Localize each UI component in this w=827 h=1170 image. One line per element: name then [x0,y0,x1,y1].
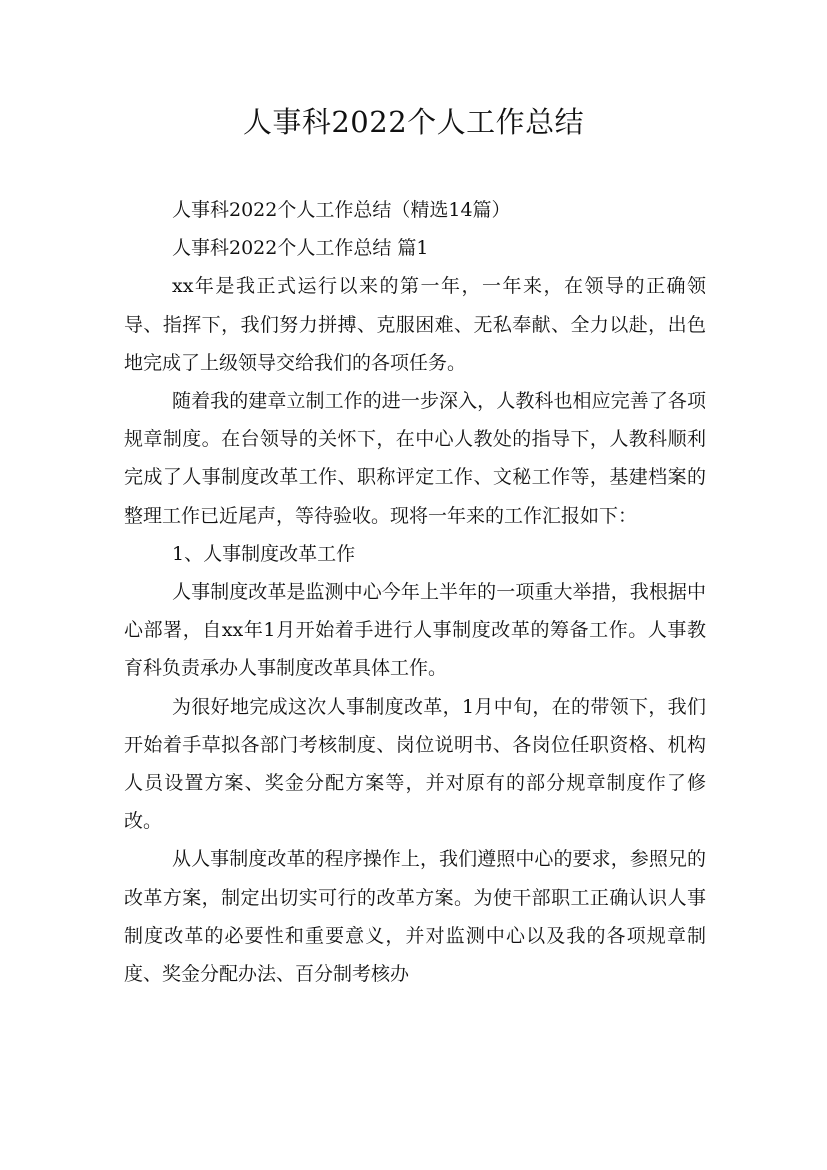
paragraph: 为很好地完成这次人事制度改革，1月中旬，在的带领下，我们开始着手草拟各部门考核制度、岗位说明书、各岗位任职资格、机构人员设置方案、奖金分配方案等，并对原有的部分规章制度作了修改。 [124,695,706,833]
paragraph: 人事制度改革是监测中心今年上半年的一项重大举措，我根据中心部署，自xx年1月开始着手进行人事制度改革的筹备工作。人事教育科负责承办人事制度改革具体工作。 [124,581,706,680]
document-body [124,191,706,993]
paragraph: 随着我的建章立制工作的进一步深入，人教科也相应完善了各项规章制度。在台领导的关怀下，在中心人教处的指导下，人教科顺利完成了人事制度改革工作、职称评定工作、文秘工作等，基建档案的整理工作已近尾声，等待验收。现将一年来的工作汇报如下： [124,390,706,527]
paragraph: 从人事制度改革的程序操作上，我们遵照中心的要求，参照兄的改革方案，制定出切实可行的改革方案。为使干部职工正确认识人事制度改革的必要性和重要意义，并对监测中心以及我的各项规章制度、奖金分配办法、百分制考核办 [124,848,706,986]
document-title: 人事科2022个人工作总结 [242,105,585,139]
paragraph: xx年是我正式运行以来的第一年，一年来，在领导的正确领导、指挥下，我们努力拼搏、克服困难、无私奉献、全力以赴，出色地完成了上级领导交给我们的各项任务。 [124,275,706,374]
paragraph-section-heading: 人事科2022个人工作总结 篇1 [172,237,429,260]
paragraph-subheading: 1、人事制度改革工作 [172,542,356,565]
paragraph-subtitle: 人事科2022个人工作总结（精选14篇） [172,199,511,221]
